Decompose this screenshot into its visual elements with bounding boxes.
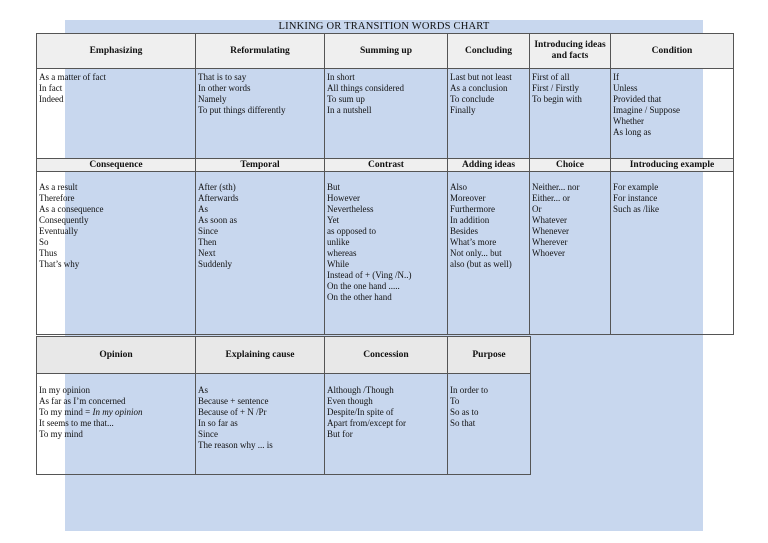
list-item: To my mind [39, 429, 83, 439]
cell-purpose [448, 374, 531, 475]
list-item-italic: In my opinion [92, 407, 143, 417]
cell-reformulating [196, 69, 325, 159]
list-item: Since [198, 226, 218, 236]
list-item: Whenever [532, 226, 569, 236]
list-item: Suddenly [198, 259, 233, 269]
list-item: Therefore [39, 193, 75, 203]
header-introducing-ideas: Introducing ideas and facts [530, 34, 611, 69]
list-item: First of all [532, 72, 570, 82]
list-item: While [327, 259, 349, 269]
list-item: Furthermore [450, 204, 495, 214]
header-concluding: Concluding [448, 34, 530, 69]
list-item: Whether [613, 116, 644, 126]
list-item: Finally [450, 105, 476, 115]
cell-summing-up [325, 69, 448, 159]
list-item-text: To my mind = [39, 407, 93, 417]
cell-explaining-cause [196, 374, 325, 475]
list-item: On the one hand ..... [327, 281, 400, 291]
list-item: For instance [613, 193, 658, 203]
list-item: Either... or [532, 193, 570, 203]
list-item: That’s why [39, 259, 80, 269]
cell-contrast [325, 172, 448, 335]
row3-table [36, 336, 531, 475]
list-item: as opposed to [327, 226, 376, 236]
list-item: To begin with [532, 94, 582, 104]
header-adding-ideas: Adding ideas [448, 159, 530, 172]
header-summing-up: Summing up [325, 34, 448, 69]
list-item: As a conclusion [450, 83, 508, 93]
list-item: Next [198, 248, 216, 258]
list-item: also (but as well) [450, 259, 512, 269]
list-item: As a consequence [39, 204, 104, 214]
list-item: As a result [39, 182, 78, 192]
list-item: As [198, 204, 209, 214]
list-item: Provided that [613, 94, 662, 104]
list-item: To sum up [327, 94, 365, 104]
list-item: Moreover [450, 193, 486, 203]
list-item: Imagine / Suppose [613, 105, 680, 115]
list-item: Such as /like [613, 204, 659, 214]
list-item: Besides [450, 226, 478, 236]
cell-consequence [37, 172, 196, 335]
list-item: Namely [198, 94, 227, 104]
list-item: Whatever [532, 215, 567, 225]
header-purpose: Purpose [448, 337, 531, 374]
list-item [39, 407, 193, 418]
list-item: First / Firstly [532, 83, 580, 93]
list-item: In short [327, 72, 355, 82]
list-item: Apart from/except for [327, 418, 406, 428]
list-item: Unless [613, 83, 638, 93]
cell-emphasizing [37, 69, 196, 159]
list-item: Wherever [532, 237, 568, 247]
list-item: As [198, 385, 209, 395]
cell-concession [325, 374, 448, 475]
list-item: All things considered [327, 83, 404, 93]
list-item: On the other hand [327, 292, 392, 302]
list-item: In order to [450, 385, 488, 395]
list-item: The reason why ... is [198, 440, 273, 450]
cell-introducing-example [611, 172, 734, 335]
list-item: Despite/In spite of [327, 407, 394, 417]
header-concession: Concession [325, 337, 448, 374]
header-condition: Condition [611, 34, 734, 69]
list-item: Instead of + (Ving /N..) [327, 270, 412, 280]
cell-choice [530, 172, 611, 335]
header-opinion: Opinion [37, 337, 196, 374]
list-item: Not only... but [450, 248, 502, 258]
list-item: Thus [39, 248, 57, 258]
list-item: So [39, 237, 49, 247]
list-item: What’s more [450, 237, 497, 247]
list-item: Whoever [532, 248, 565, 258]
list-item: Since [198, 429, 218, 439]
cell-concluding [448, 69, 530, 159]
cell-introducing-ideas [530, 69, 611, 159]
header-reformulating: Reformulating [196, 34, 325, 69]
list-item: But for [327, 429, 353, 439]
list-item: It seems to me that... [39, 418, 114, 428]
list-item: Because + sentence [198, 396, 269, 406]
header-explaining-cause: Explaining cause [196, 337, 325, 374]
row1-table [36, 33, 734, 335]
list-item: Consequently [39, 215, 89, 225]
list-item: After (sth) [198, 182, 236, 192]
list-item: So as to [450, 407, 479, 417]
cell-condition [611, 69, 734, 159]
list-item: So that [450, 418, 476, 428]
list-item: unlike [327, 237, 350, 247]
header-introducing-example: Introducing example [611, 159, 734, 172]
list-item: Or [532, 204, 542, 214]
header-temporal: Temporal [196, 159, 325, 172]
list-item: Neither... nor [532, 182, 580, 192]
list-item: In fact [39, 83, 63, 93]
list-item: In a nutshell [327, 105, 372, 115]
list-item: If [613, 72, 619, 82]
list-item: Afterwards [198, 193, 239, 203]
list-item: Because of + N /Pr [198, 407, 267, 417]
list-item: In so far as [198, 418, 238, 428]
list-item: To conclude [450, 94, 495, 104]
cell-temporal [196, 172, 325, 335]
list-item: In my opinion [39, 385, 90, 395]
list-item: Eventually [39, 226, 78, 236]
header-contrast: Contrast [325, 159, 448, 172]
list-item: Also [450, 182, 468, 192]
list-item: Indeed [39, 94, 64, 104]
list-item: Even though [327, 396, 373, 406]
list-item: But [327, 182, 341, 192]
list-item: For example [613, 182, 659, 192]
list-item: Yet [327, 215, 340, 225]
list-item: In addition [450, 215, 490, 225]
header-consequence: Consequence [37, 159, 196, 172]
list-item: To put things differently [198, 105, 286, 115]
list-item: Although /Though [327, 385, 394, 395]
cell-adding-ideas [448, 172, 530, 335]
header-emphasizing: Emphasizing [37, 34, 196, 69]
list-item: As long as [613, 127, 651, 137]
list-item: Then [198, 237, 217, 247]
chart-title: LINKING OR TRANSITION WORDS CHART [278, 21, 490, 32]
cell-opinion [37, 374, 196, 475]
list-item: Nevertheless [327, 204, 374, 214]
list-item: As far as I’m concerned [39, 396, 126, 406]
list-item: However [327, 193, 360, 203]
list-item: That is to say [198, 72, 247, 82]
header-choice: Choice [530, 159, 611, 172]
list-item: As soon as [198, 215, 238, 225]
list-item: To [450, 396, 460, 406]
list-item: whereas [327, 248, 357, 258]
list-item: As a matter of fact [39, 72, 106, 82]
list-item: Last but not least [450, 72, 512, 82]
list-item: In other words [198, 83, 251, 93]
